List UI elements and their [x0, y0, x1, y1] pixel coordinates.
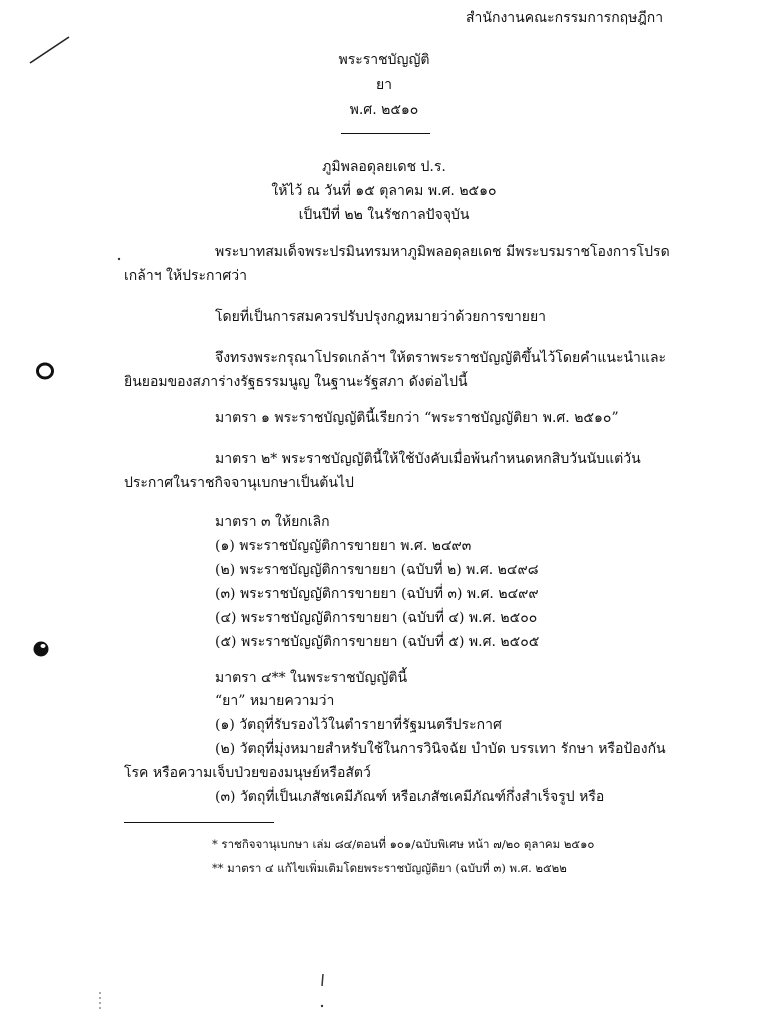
enactment-line: ยินยอมของสภาร่างรัฐธรรมนูญ ในฐานะรัฐสภา ดังต่อไปนี้ [124, 374, 468, 390]
hole-punch-mark [34, 360, 56, 382]
act-year: พ.ศ. ๒๕๑๐ [349, 102, 419, 118]
definition-item-continued: โรค หรือความเจ็บป่วยของมนุษย์หรือสัตว์ [124, 765, 371, 781]
king-signature: ภูมิพลอดุลยเดช ป.ร. [322, 159, 446, 175]
section-3-heading: มาตรา ๓ ให้ยกเลิก [215, 514, 330, 530]
definition-term: “ยา” หมายความว่า [215, 693, 335, 709]
section-2-line: มาตรา ๒* พระราชบัญญัตินี้ให้ใช้บังคับเมื่อพ้นกำหนดหกสิบวันนับแต่วัน [215, 451, 641, 467]
repeal-item: (๓) พระราชบัญญัติการขายยา (ฉบับที่ ๓) พ.ศ. ๒๔๙๙ [215, 586, 539, 602]
reign-year: เป็นปีที่ ๒๒ ในรัชกาลปัจจุบัน [298, 207, 470, 223]
section-1: มาตรา ๑ พระราชบัญญัตินี้เรียกว่า “พระราชบัญญัติยา พ.ศ. ๒๕๑๐” [215, 410, 619, 426]
proclamation-line: พระบาทสมเด็จพระปรมินทรมหาภูมิพลอดุลยเดช มีพระบรมราชโองการโปรด [215, 244, 670, 260]
proclamation-line: เกล้าฯ ให้ประกาศว่า [124, 268, 247, 284]
definition-item: (๒) วัตถุที่มุ่งหมายสำหรับใช้ในการวินิจฉัย บำบัด บรรเทา รักษา หรือป้องกัน [215, 741, 666, 757]
definition-item: (๑) วัตถุที่รับรองไว้ในตำรายาที่รัฐมนตรีประกาศ [215, 717, 502, 733]
scan-stroke-mark [28, 34, 72, 66]
given-date: ให้ไว้ ณ วันที่ ๑๕ ตุลาคม พ.ศ. ๒๕๑๐ [271, 183, 497, 199]
footnote: * ราชกิจจานุเบกษา เล่ม ๘๔/ตอนที่ ๑๐๑/ฉบับพิเศษ หน้า ๗/๒๐ ตุลาคม ๒๕๑๐ [212, 837, 595, 851]
office-header: สำนักงานคณะกรรมการกฤษฎีกา [466, 10, 664, 26]
repeal-item: (๑) พระราชบัญญัติการขายยา พ.ศ. ๒๔๙๓ [215, 538, 472, 554]
definition-item: (๓) วัตถุที่เป็นเภสัชเคมีภัณฑ์ หรือเภสัชเคมีภัณฑ์กึ่งสำเร็จรูป หรือ [215, 789, 605, 805]
footnote: ** มาตรา ๔ แก้ไขเพิ่มเติมโดยพระราชบัญญัติยา (ฉบับที่ ๓) พ.ศ. ๒๕๒๒ [212, 861, 567, 875]
title-divider [341, 133, 430, 134]
rationale-paragraph: โดยที่เป็นการสมควรปรับปรุงกฎหมายว่าด้วยการขายยา [215, 309, 547, 325]
act-subject: ยา [375, 77, 393, 93]
repeal-item: (๒) พระราชบัญญัติการขายยา (ฉบับที่ ๒) พ.ศ. ๒๔๙๘ [215, 562, 539, 578]
hole-punch-mark [30, 638, 52, 660]
scan-speck [115, 255, 123, 263]
footnote-divider [124, 822, 274, 823]
repeal-item: (๕) พระราชบัญญัติการขายยา (ฉบับที่ ๕) พ.ศ. ๒๕๐๕ [215, 634, 540, 650]
section-4-heading: มาตรา ๔** ในพระราชบัญญัตินี้ [215, 670, 408, 686]
section-2-line: ประกาศในราชกิจจานุเบกษาเป็นต้นไป [124, 475, 354, 491]
scan-speck [318, 972, 328, 1012]
enactment-line: จึงทรงพระกรุณาโปรดเกล้าฯ ให้ตราพระราชบัญญัติขึ้นไว้โดยคำแนะนำและ [215, 350, 667, 366]
scan-speck [96, 990, 104, 1014]
act-title: พระราชบัญญัติ [338, 52, 430, 68]
repeal-item: (๔) พระราชบัญญัติการขายยา (ฉบับที่ ๔) พ.ศ. ๒๕๐๐ [215, 610, 538, 626]
